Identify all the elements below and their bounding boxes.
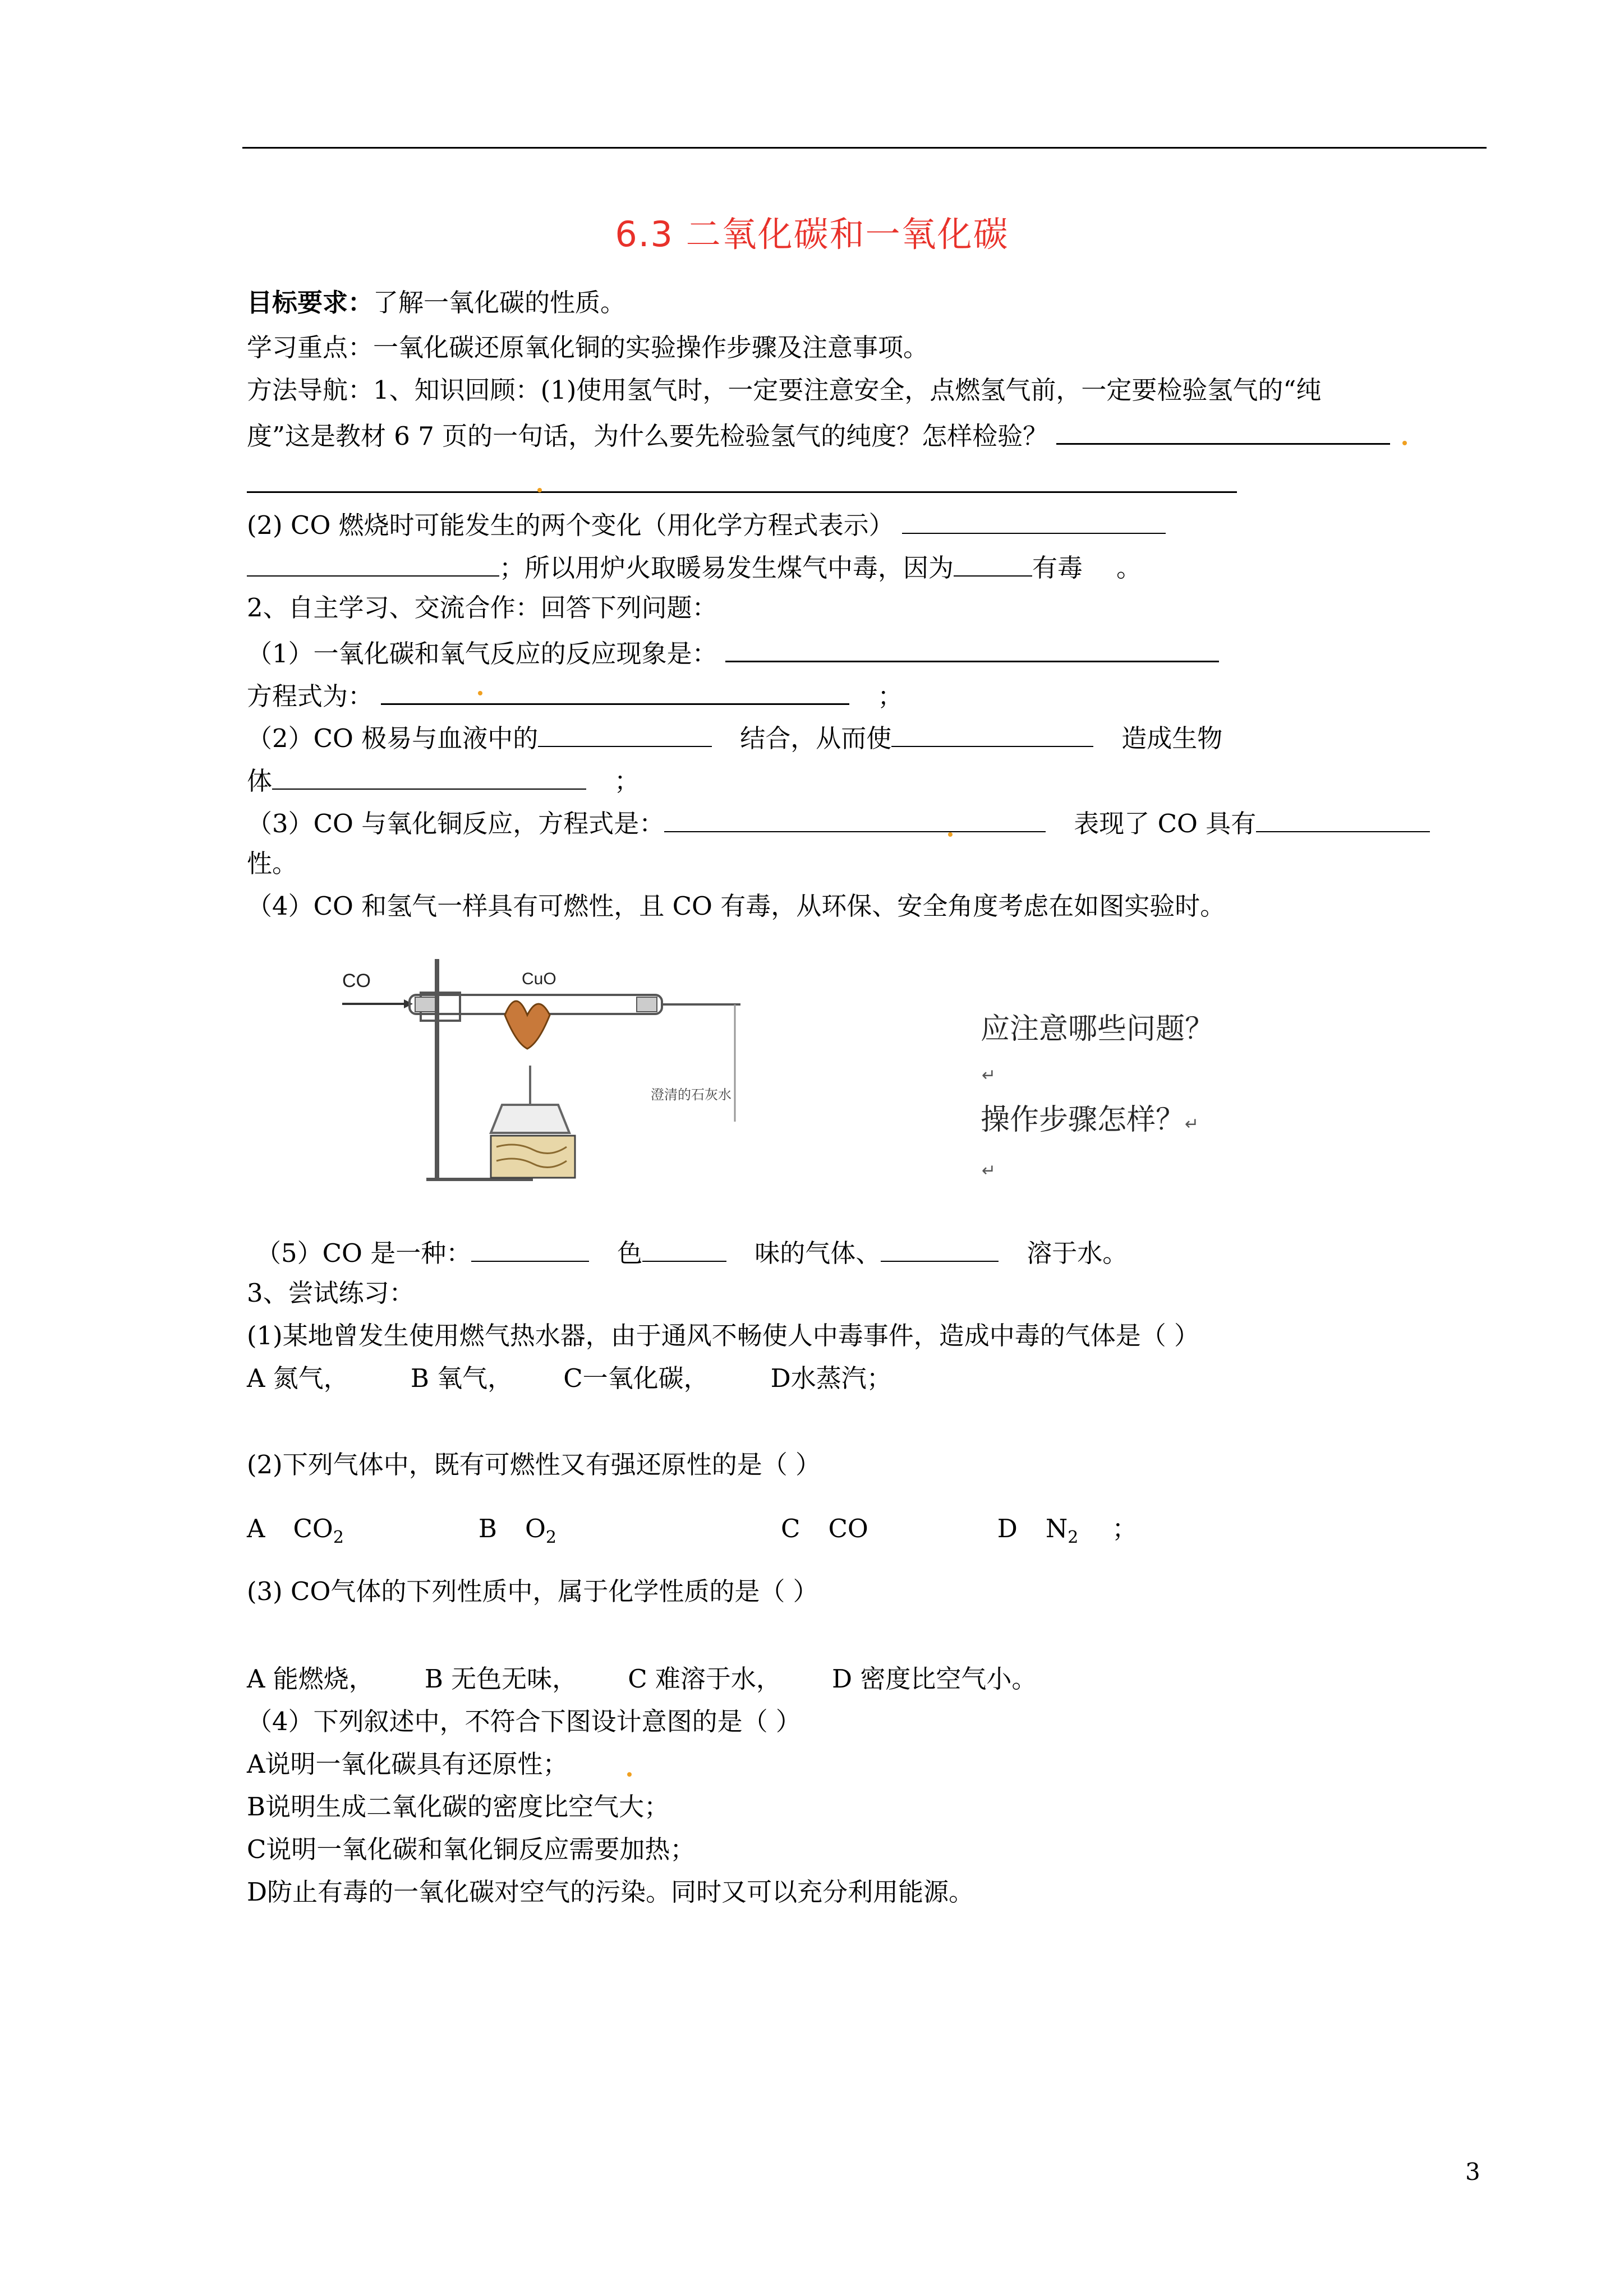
answer-blank[interactable] <box>664 803 1046 832</box>
s2-q1b-end: ； <box>877 681 903 711</box>
p1-option-a: A 氮气， <box>247 1363 349 1393</box>
p4-option-a: A说明一氧化碳具有还原性； <box>247 1749 568 1779</box>
q2-line-2-mid: ；所以用炉火取暖易发生煤气中毒，因为 <box>499 553 954 583</box>
section2-heading: 2、自主学习、交流合作：回答下列问题： <box>247 593 717 623</box>
answer-blank[interactable] <box>891 718 1093 747</box>
q2-line-2 <box>247 547 1142 586</box>
wood-block <box>491 1136 575 1178</box>
stopper-right <box>637 997 657 1012</box>
p2-stem: (2)下列气体中，既有可燃性又有强还原性的是（ ） <box>247 1450 821 1479</box>
s2-q1-text: （1）一氧化碳和氧气反应的反应现象是： <box>247 639 717 668</box>
scan-speck <box>1402 441 1407 445</box>
scan-speck <box>627 1772 632 1777</box>
p3-option-b: B 无色无味， <box>424 1664 578 1694</box>
s2-q1 <box>247 633 1219 672</box>
page-number: 3 <box>1465 2158 1480 2186</box>
goal-line <box>247 285 625 321</box>
figure-question-2-text: 操作步骤怎样？ <box>981 1103 1185 1137</box>
s2-q2b: 结合，从而使 <box>740 723 892 753</box>
s2-q2-line2 <box>247 760 640 799</box>
p3-options <box>247 1661 1037 1697</box>
figure-question-1: 应注意哪些问题？ <box>981 1012 1214 1046</box>
p3-stem: (3) CO气体的下列性质中，属于化学性质的是（ ） <box>247 1576 818 1606</box>
p2-options <box>247 1511 1137 1556</box>
return-mark: ↵ <box>982 1161 996 1181</box>
p3-option-a: A 能燃烧， <box>247 1664 374 1694</box>
s2-q5c: 味的气体、 <box>755 1238 881 1268</box>
p1-options <box>247 1361 892 1396</box>
return-mark: ↵ <box>982 1066 996 1085</box>
answer-blank[interactable] <box>381 675 849 705</box>
return-mark: ↵ <box>1185 1114 1199 1134</box>
p3-option-d: D 密度比空气小。 <box>831 1664 1037 1694</box>
answer-blank[interactable] <box>954 547 1032 577</box>
scan-speck <box>478 691 482 695</box>
answer-blank[interactable] <box>902 505 1166 534</box>
p2-option-b: B $O_2$ <box>478 1514 556 1547</box>
p2-end: ； <box>1112 1514 1138 1543</box>
s2-q2d: 体 <box>247 766 273 796</box>
p1-option-c: C一氧化碳， <box>563 1363 709 1393</box>
p1-stem: (1)某地曾发生使用燃气热水器，由于通风不畅使人中毒事件，造成中毒的气体是（ ） <box>247 1321 1200 1350</box>
answer-blank[interactable] <box>642 1233 726 1262</box>
answer-blank[interactable] <box>247 463 1237 493</box>
p4-option-d: D防止有毒的一氧化碳对空气的污染。同时又可以充分利用能源。 <box>247 1877 974 1907</box>
p2-option-a: A $CO_2$ <box>247 1514 344 1547</box>
s2-q2 <box>247 718 1222 757</box>
s2-q3c: 性。 <box>247 849 298 878</box>
method-blank-line <box>247 463 1237 502</box>
q2-line-1 <box>247 505 1166 543</box>
flame <box>505 1001 550 1049</box>
goal-text: 了解一氧化碳的性质。 <box>373 288 626 317</box>
method-line-2-text: 度”这是教材 6 7 页的一句话，为什么要先检验氢气的纯度？怎样检验？ <box>247 421 1048 451</box>
label-cuo: CuO <box>522 970 556 988</box>
answer-blank[interactable] <box>471 1233 589 1262</box>
answer-blank[interactable] <box>1256 803 1430 832</box>
alcohol-lamp <box>491 1105 569 1133</box>
focus-line: 学习重点：一氧化碳还原氧化铜的实验操作步骤及注意事项。 <box>247 333 929 362</box>
answer-blank[interactable] <box>1056 415 1390 445</box>
scan-speck <box>537 488 542 492</box>
s2-q2d-end: ； <box>614 766 640 796</box>
label-co: CO <box>342 970 371 992</box>
p4-option-b: B说明生成二氧化碳的密度比空气大； <box>247 1792 670 1822</box>
s2-q5a: （5）CO 是一种： <box>256 1238 472 1268</box>
stopper-left <box>415 997 435 1012</box>
label-limewater: 澄清的石灰水 <box>651 1087 732 1103</box>
s2-q3b: 表现了 CO 具有 <box>1074 809 1257 838</box>
q2-line-2-tail: 。 <box>1116 553 1142 583</box>
q2-line-1-text: (2) CO 燃烧时可能发生的两个变化（用化学方程式表示） <box>247 510 894 540</box>
s2-q3a: （3）CO 与氧化铜反应，方程式是： <box>247 809 665 838</box>
q2-line-2-end: 有毒 <box>1032 553 1083 583</box>
answer-blank[interactable] <box>272 760 586 790</box>
page-title: 6.3 二氧化碳和一氧化碳 <box>615 214 1009 255</box>
goal-label: 目标要求： <box>247 288 374 317</box>
answer-blank[interactable] <box>538 718 712 747</box>
s2-q2c: 造成生物 <box>1121 723 1223 753</box>
s2-q2a: （2）CO 极易与血液中的 <box>247 723 539 753</box>
scan-speck <box>948 832 953 837</box>
s2-q5 <box>256 1233 1128 1271</box>
p4-stem: （4）下列叙述中，不符合下图设计意图的是（ ） <box>247 1707 801 1736</box>
answer-blank[interactable] <box>725 633 1219 662</box>
p4-option-c: C说明一氧化碳和氧化铜反应需要加热； <box>247 1834 696 1864</box>
p3-option-c: C 难溶于水， <box>628 1664 781 1694</box>
apparatus-figure <box>337 953 746 1183</box>
answer-blank[interactable] <box>881 1233 999 1262</box>
p1-option-d: D水蒸汽； <box>770 1363 892 1393</box>
method-line-2 <box>247 415 1390 454</box>
method-line-1: 方法导航：1、知识回顾：(1)使用氢气时，一定要注意安全，点燃氢气前，一定要检验氢气的“纯 <box>247 375 1322 405</box>
s2-q1b <box>247 675 903 714</box>
section3-heading: 3、尝试练习： <box>247 1278 415 1308</box>
p2-option-c: C CO <box>781 1514 868 1543</box>
p1-option-b: B 氧气， <box>410 1363 513 1393</box>
p2-option-d: D $N_2$ <box>997 1514 1079 1547</box>
s2-q1b-text: 方程式为： <box>247 681 374 711</box>
header-rule <box>242 147 1487 149</box>
answer-blank[interactable] <box>247 547 499 577</box>
s2-q5b: 色 <box>617 1238 643 1268</box>
s2-q5d: 溶于水。 <box>1027 1238 1128 1268</box>
figure-question-2 <box>981 1100 1199 1144</box>
s2-q4: （4）CO 和氢气一样具有可燃性，且 CO 有毒，从环保、安全角度考虑在如图实验时。 <box>247 891 1226 921</box>
s2-q3 <box>247 803 1430 842</box>
